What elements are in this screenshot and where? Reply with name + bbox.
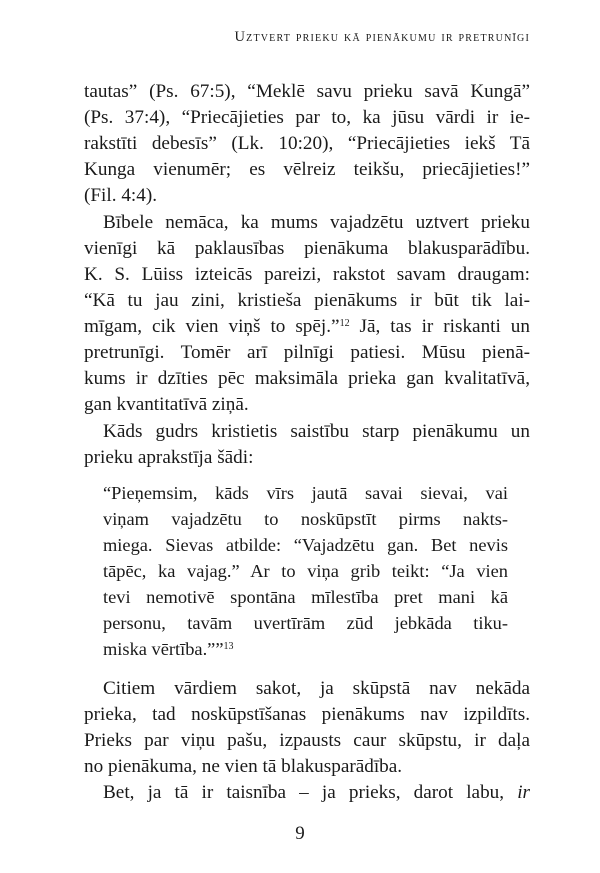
text-line-with-italic [103, 780, 530, 806]
text-line: Bībele nemāca, ka mums vajadzētu uztvert prieku [103, 212, 530, 233]
quote-line: “Pieņemsim, kāds vīrs jautā savai sievai, vai [103, 483, 508, 503]
text-line: Prieks par viņu pašu, izpausts caur skūpstu, ir daļa [84, 730, 530, 751]
page-number: 9 [295, 823, 305, 844]
quote-line: tāpēc, ka vajag.” Ar to viņa grib teikt: “Ja vien [103, 561, 508, 581]
text-line-with-footnote [84, 314, 530, 340]
quote-line: tevi nemotivē spontāna mīlestība pret mani kā [103, 587, 508, 607]
quote-line: miega. Sievas atbilde: “Vajadzētu gan. Bet nevis [103, 535, 508, 555]
text-line: Kāds gudrs kristietis saistību starp pienākumu un [103, 421, 530, 442]
footnote-marker: 12 [339, 318, 350, 329]
text-segment: miska vērtība.” [103, 639, 216, 659]
text-segment: Bet, ja tā ir taisnība – ja prieks, darot labu, [103, 782, 518, 803]
text-line: vienīgi kā paklausības pienākuma blakusparādību. [84, 238, 530, 259]
text-line: K. S. Lūiss izteicās pareizi, rakstot savam draugam: [84, 264, 530, 285]
text-line: prieku aprakstīja šādi: [84, 447, 254, 468]
closing-quote: ” [215, 639, 224, 659]
text-line: rakstīti debesīs” (Lk. 10:20), “Priecājieties iekš Tā [84, 133, 530, 154]
text-line: Kunga vienumēr; es vēlreiz teikšu, priecājieties!” [84, 159, 530, 180]
quote-line-with-footnote [103, 636, 508, 662]
text-line: pretrunīgi. Tomēr arī pilnīgi patiesi. Mūsu pienā- [84, 342, 530, 363]
text-segment: mīgam, cik vien viņš to spēj.” [84, 316, 340, 337]
italic-word: ir [517, 782, 530, 803]
text-segment: Jā, tas ir riskanti un [349, 316, 530, 337]
text-line: (Fil. 4:4). [84, 185, 158, 206]
text-line: gan kvantitatīvā ziņā. [84, 394, 249, 415]
text-line: tautas” (Ps. 67:5), “Meklē savu prieku savā Kungā” [84, 81, 530, 102]
text-line: prieka, tad noskūpstīšanas pienākums nav izpildīts. [84, 704, 530, 725]
text-line: no pienākuma, ne vien tā blakusparādība. [84, 756, 403, 777]
text-line: (Ps. 37:4), “Priecājieties par to, ka jūsu vārdi ir ie- [84, 107, 530, 128]
footnote-marker: 13 [223, 641, 234, 652]
quote-line: personu, tavām uvertīrām zūd jebkāda tiku- [103, 613, 508, 633]
text-line: “Kā tu jau zini, kristieša pienākums ir būt tik lai- [84, 290, 530, 311]
text-line: Citiem vārdiem sakot, ja skūpstā nav nekāda [103, 678, 530, 699]
running-head: Uztvert prieku kā pienākumu ir pretrunīgi [234, 29, 530, 45]
quote-line: viņam vajadzētu to noskūpstīt pirms nakts- [103, 509, 508, 529]
text-line: kums ir dzīties pēc maksimāla prieka gan kvalitatīvā, [84, 368, 530, 389]
